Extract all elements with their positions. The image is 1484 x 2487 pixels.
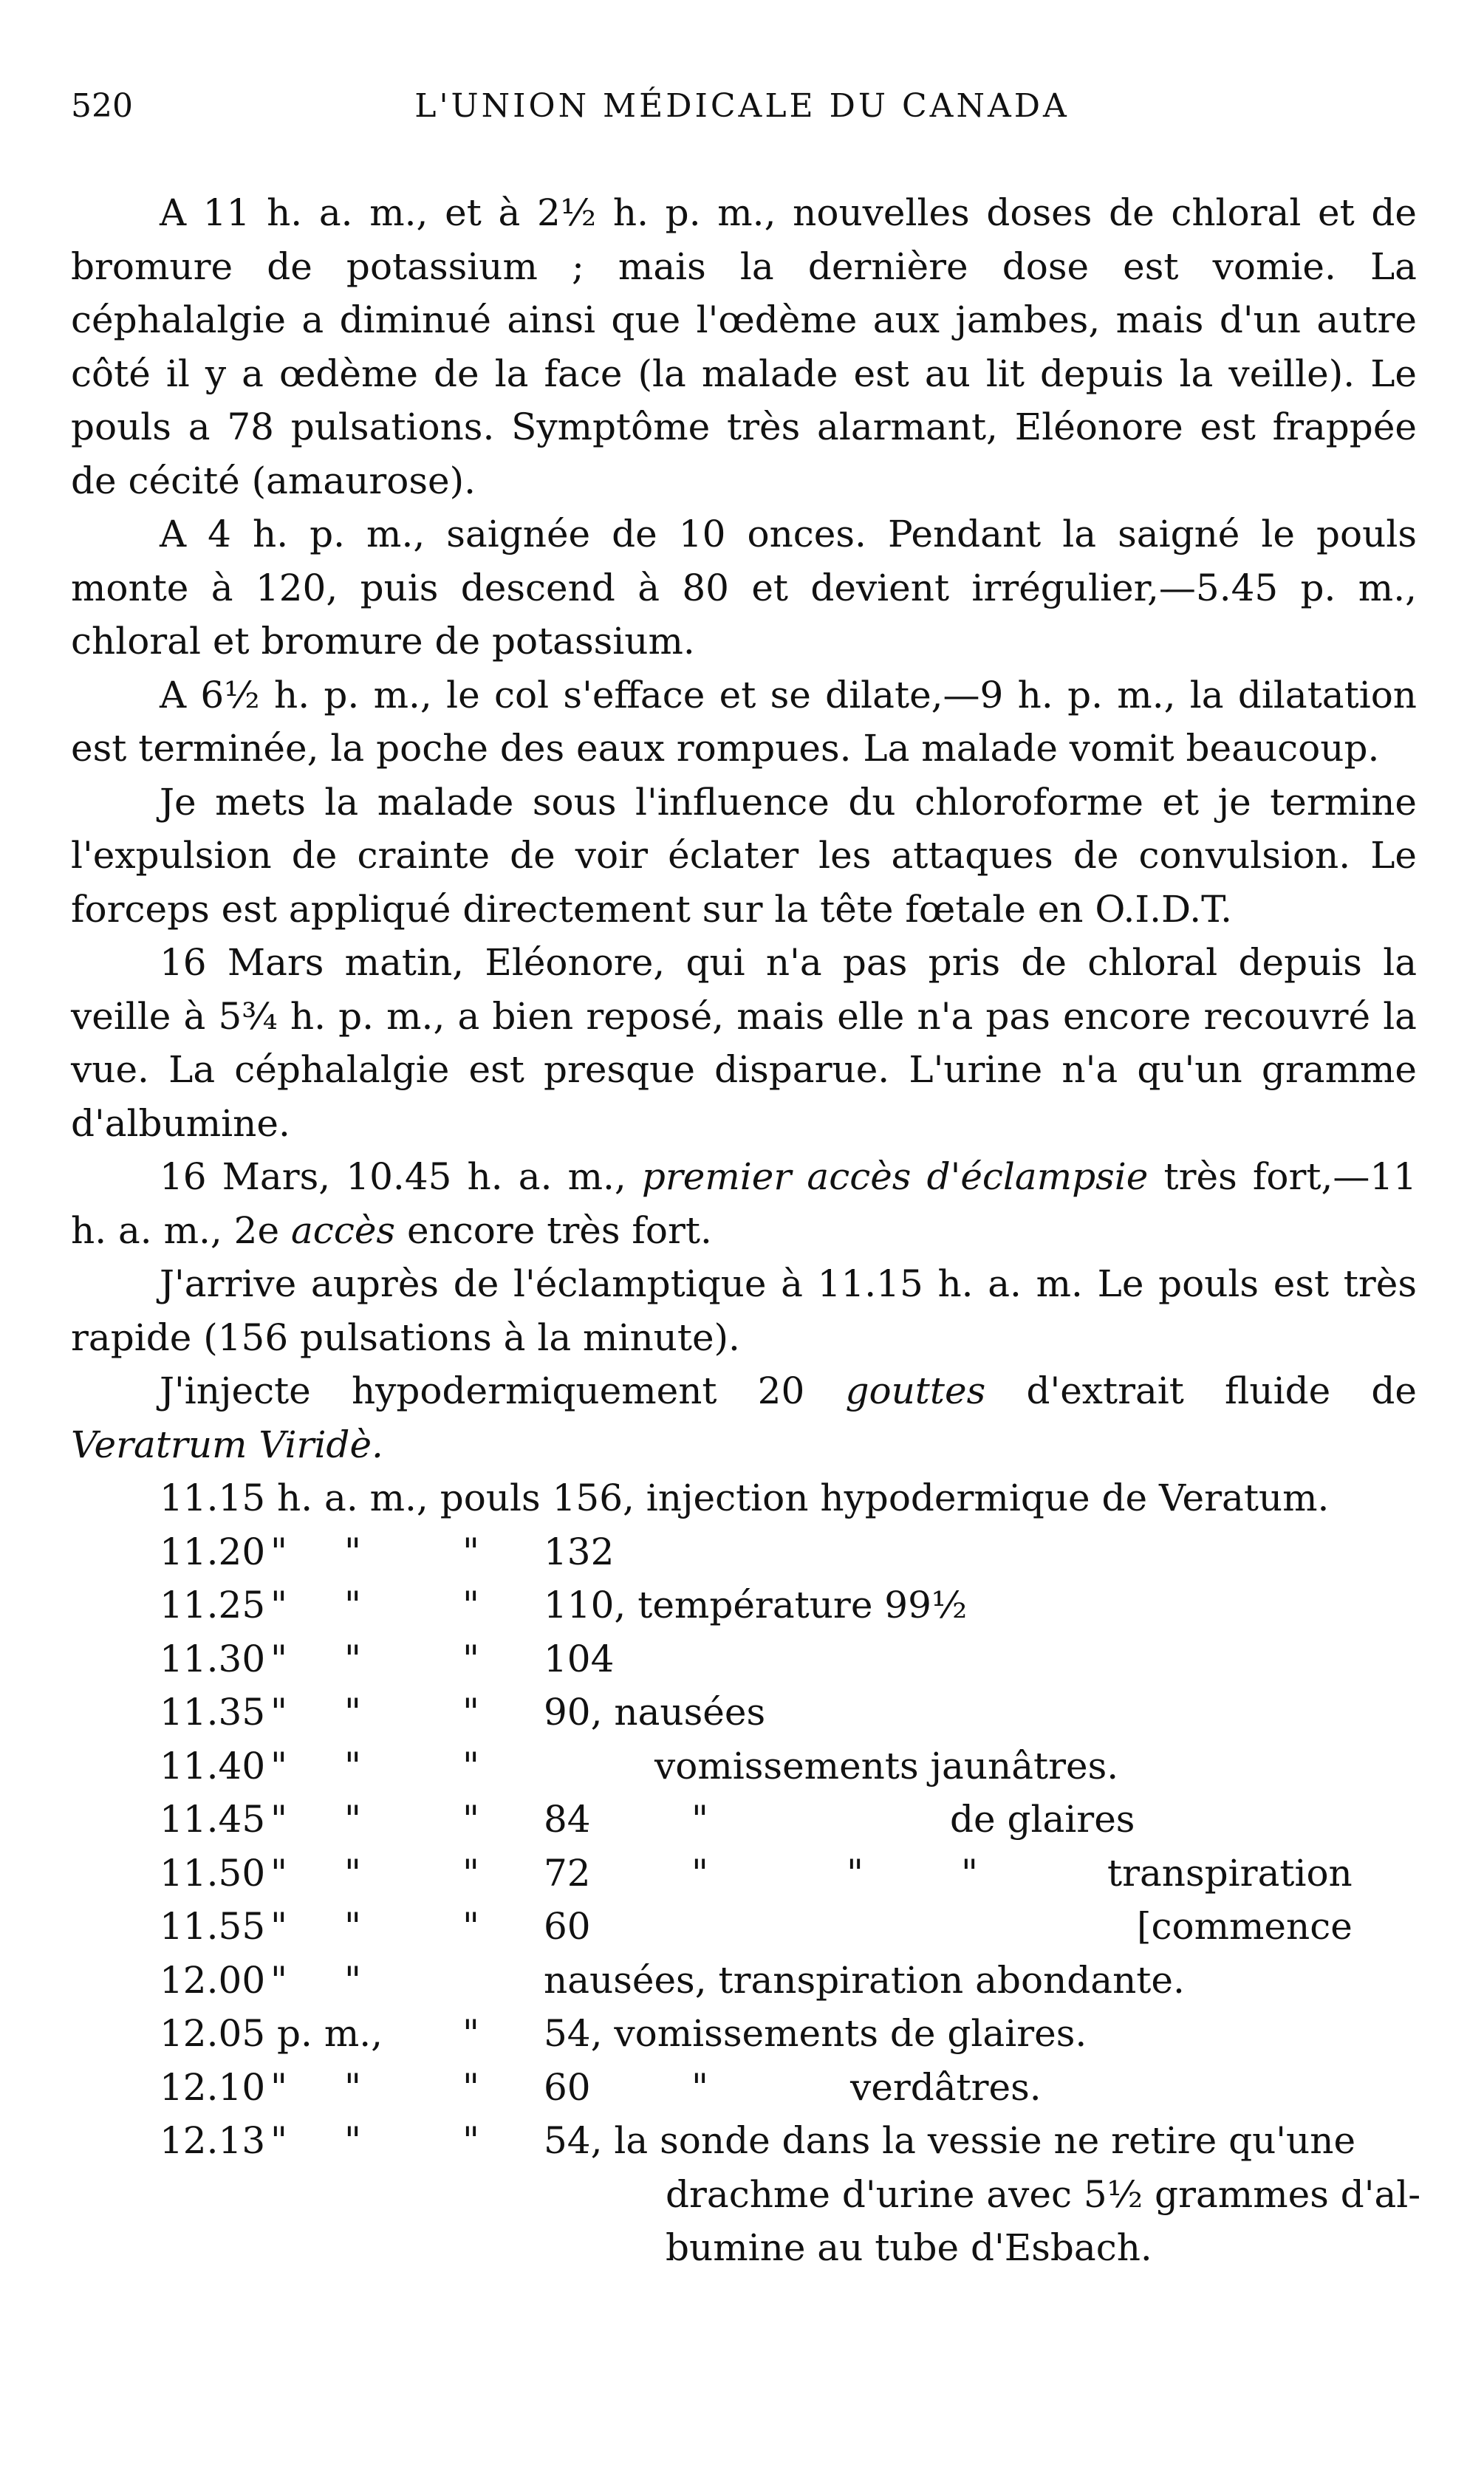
table-row bbox=[71, 1793, 1417, 1847]
ditto-mark: " bbox=[344, 1744, 361, 1788]
row-note: transpiration bbox=[1107, 1851, 1353, 1895]
row-note: verdâtres. bbox=[850, 2065, 1042, 2109]
table-row-continuation bbox=[71, 2168, 1421, 2222]
row-value: 104 bbox=[544, 1637, 615, 1680]
table-row bbox=[71, 1471, 1417, 1525]
paragraph-eclampsia bbox=[71, 1150, 1417, 1257]
table-row bbox=[71, 2114, 1417, 2168]
paragraph: A 6½ h. p. m., le col s'efface et se dilate,—9 h. p. m., la dilatation est terminée, la poche des eaux rompues. La malade vomit beaucoup. bbox=[71, 673, 1417, 770]
row-value: 72 bbox=[544, 1851, 591, 1895]
row-note: [commence bbox=[1137, 1905, 1353, 1948]
text-run: encore très fort. bbox=[406, 1208, 712, 1252]
ditto-mark: " bbox=[270, 1851, 287, 1895]
row-note: vomissements jaunâtres. bbox=[654, 1744, 1119, 1788]
row-time: 11.50 bbox=[160, 1851, 266, 1895]
table-row bbox=[71, 1954, 1417, 2008]
ditto-mark: " bbox=[344, 1584, 361, 1626]
italic-run: gouttes bbox=[845, 1369, 986, 1412]
ditto-mark: " bbox=[270, 1637, 287, 1680]
row-time: 11.30 bbox=[160, 1637, 266, 1680]
paragraph: A 11 h. a. m., et à 2½ h. p. m., nouvelles doses de chloral et de bromure de potassium ; mais la dernière dose est vomie. La céphalalgie a diminué ainsi que l'œdème aux jambes, mais d'un autre côté il y a œdème de la face (la malade est au lit depuis la veille). Le pouls a 78 pulsations. Symptôme très alarmant, Eléonore est frappée de cécité (amaurose). bbox=[71, 191, 1417, 502]
ditto-mark: " bbox=[462, 1744, 479, 1788]
ditto-mark: " bbox=[344, 1958, 361, 2002]
row-time: 11.25 bbox=[160, 1584, 266, 1626]
table-row bbox=[71, 1686, 1417, 1739]
row-value: 54, vomissements de glaires. bbox=[544, 2012, 1087, 2055]
paragraph: J'arrive auprès de l'éclamptique à 11.15 h. a. m. Le pouls est très rapide (156 pulsations à la minute). bbox=[71, 1262, 1417, 1359]
row-note: drachme d'urine avec 5½ grammes d'al- bbox=[666, 2172, 1421, 2216]
ditto-mark: " bbox=[270, 1691, 287, 1734]
ditto-mark: " bbox=[344, 1905, 361, 1948]
italic-run: premier accès d'éclampsie bbox=[641, 1155, 1149, 1198]
row-value: 132 bbox=[544, 1530, 615, 1573]
table-row bbox=[71, 1525, 1417, 1579]
table-row bbox=[71, 1739, 1417, 1793]
row-time: 11.20 bbox=[160, 1530, 266, 1573]
table-row-continuation bbox=[71, 2221, 1417, 2275]
row-value: 90, nausées bbox=[544, 1691, 766, 1734]
ditto-mark: " bbox=[462, 1851, 479, 1895]
ditto-mark: " bbox=[270, 1798, 287, 1841]
ditto-mark: " bbox=[462, 1691, 479, 1734]
page-header bbox=[71, 87, 1413, 139]
paragraph: Je mets la malade sous l'influence du chloroforme et je termine l'expulsion de crainte de voir éclater les attaques de convulsion. Le forceps est appliqué directement sur la tête fœtale en O.I.D.T. bbox=[71, 780, 1417, 931]
row-text: 11.15 h. a. m., pouls 156, injection hypodermique de Veratum. bbox=[160, 1477, 1330, 1519]
ditto-mark: " bbox=[344, 1637, 361, 1680]
row-time: 11.35 bbox=[160, 1691, 266, 1734]
table-row bbox=[71, 2007, 1417, 2061]
ditto-mark: " bbox=[462, 1530, 479, 1573]
ditto-mark: " bbox=[462, 2119, 479, 2162]
ditto-mark: " bbox=[270, 1584, 287, 1626]
running-title: L'UNION MÉDICALE DU CANADA bbox=[414, 87, 1070, 125]
ditto-mark: " bbox=[462, 1637, 479, 1680]
ditto-mark: " bbox=[961, 1851, 978, 1895]
row-value: 110, température 99½ bbox=[544, 1584, 968, 1626]
ditto-mark: " bbox=[344, 1691, 361, 1734]
table-row bbox=[71, 1632, 1417, 1686]
row-time: 12.00 bbox=[160, 1958, 266, 2002]
row-value: 60 bbox=[544, 2065, 591, 2109]
ditto-mark: " bbox=[691, 1798, 708, 1841]
table-row bbox=[71, 2061, 1417, 2115]
table-row bbox=[71, 1900, 1417, 1954]
paragraph-injection bbox=[71, 1364, 1417, 1471]
ditto-mark: " bbox=[691, 2065, 708, 2109]
pulse-table bbox=[71, 1471, 1421, 2275]
row-time: 12.05 p. m., bbox=[160, 2012, 383, 2055]
ditto-mark: " bbox=[344, 1530, 361, 1573]
ditto-mark: " bbox=[462, 2065, 479, 2109]
text-run: très fort,—11 h. a. m., 2e bbox=[71, 1155, 1417, 1252]
text-run: d'extrait fluide de bbox=[1026, 1369, 1417, 1412]
ditto-mark: " bbox=[344, 2119, 361, 2162]
ditto-mark: " bbox=[344, 1798, 361, 1841]
paragraph: A 4 h. p. m., saignée de 10 onces. Pendant la saigné le pouls monte à 120, puis descend à 80 et devient irrégulier,—5.45 p. m., chloral et bromure de potassium. bbox=[71, 513, 1417, 663]
table-row bbox=[71, 1578, 1417, 1632]
row-time: 11.45 bbox=[160, 1798, 266, 1841]
row-value: 54, la sonde dans la vessie ne retire qu'une bbox=[544, 2119, 1356, 2162]
ditto-mark: " bbox=[270, 2065, 287, 2109]
table-row bbox=[71, 1847, 1417, 1901]
row-time: 12.10 bbox=[160, 2065, 266, 2109]
article-body bbox=[71, 186, 1421, 2275]
text-run: 16 Mars, 10.45 h. a. m., bbox=[160, 1155, 626, 1198]
italic-run: accès bbox=[291, 1208, 396, 1252]
ditto-mark: " bbox=[270, 1530, 287, 1573]
row-time: 11.55 bbox=[160, 1905, 266, 1948]
row-note: de glaires bbox=[950, 1798, 1135, 1841]
ditto-mark: " bbox=[462, 1905, 479, 1948]
ditto-mark: " bbox=[270, 1905, 287, 1948]
row-time: 12.13 bbox=[160, 2119, 266, 2162]
row-value: 60 bbox=[544, 1905, 591, 1948]
row-note: bumine au tube d'Esbach. bbox=[666, 2226, 1152, 2269]
ditto-mark: " bbox=[847, 1851, 864, 1895]
ditto-mark: " bbox=[270, 2119, 287, 2162]
ditto-mark: " bbox=[462, 1798, 479, 1841]
ditto-mark: " bbox=[344, 2065, 361, 2109]
ditto-mark: " bbox=[462, 1584, 479, 1626]
ditto-mark: " bbox=[270, 1958, 287, 2002]
page-number: 520 bbox=[71, 87, 133, 125]
ditto-mark: " bbox=[344, 1851, 361, 1895]
row-note: nausées, transpiration abondante. bbox=[544, 1958, 1185, 2002]
ditto-mark: " bbox=[462, 2012, 479, 2055]
text-run: J'injecte hypodermiquement 20 bbox=[160, 1369, 805, 1412]
paragraph: 16 Mars matin, Eléonore, qui n'a pas pris de chloral depuis la veille à 5¾ h. p. m., a bien reposé, mais elle n'a pas encore recouvré la vue. La céphalalgie est presque disparue. L'urine n'a qu'un gramme d'albumine. bbox=[71, 941, 1417, 1145]
row-time: 11.40 bbox=[160, 1744, 266, 1788]
ditto-mark: " bbox=[691, 1851, 708, 1895]
ditto-mark: " bbox=[270, 1744, 287, 1788]
row-value: 84 bbox=[544, 1798, 591, 1841]
italic-run: Veratrum Viridè. bbox=[71, 1423, 383, 1466]
